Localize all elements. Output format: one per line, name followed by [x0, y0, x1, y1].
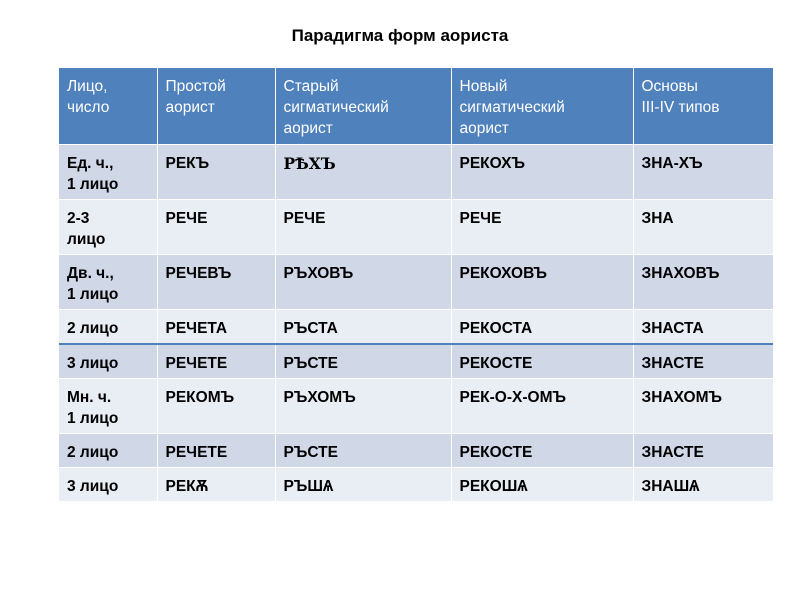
- table-header-row: [59, 68, 773, 145]
- cell-new-sigmatic-aorist: РЕКОХОВЪ: [451, 255, 633, 310]
- cell-new-sigmatic-aorist: РЕКОШѦ: [451, 468, 633, 502]
- table-row: [59, 379, 773, 434]
- cell-person-number: 3 лицо: [59, 344, 157, 379]
- cell-person-number: 2 лицо: [59, 310, 157, 345]
- cell-old-sigmatic-aorist: РЪСТЕ: [275, 434, 451, 468]
- cell-stems-iii-iv: ЗНАСТА: [633, 310, 773, 345]
- cell-old-sigmatic-aorist: РЪШѦ: [275, 468, 451, 502]
- table-row: [59, 344, 773, 379]
- cell-new-sigmatic-aorist: РЕЧЕ: [451, 200, 633, 255]
- cell-simple-aorist: РЕЧЕ: [157, 200, 275, 255]
- cell-person-number: 2 лицо: [59, 434, 157, 468]
- cell-person-number: 3 лицо: [59, 468, 157, 502]
- page-title: Парадигма форм аориста: [291, 26, 509, 45]
- cell-new-sigmatic-aorist: РЕКОСТЕ: [451, 434, 633, 468]
- cell-old-sigmatic-aorist: РЪСТА: [275, 310, 451, 345]
- cell-person-number: 2-3 лицо: [59, 200, 157, 255]
- cell-stems-iii-iv: ЗНАШѦ: [633, 468, 773, 502]
- cell-old-sigmatic-aorist: РЪХОМЪ: [275, 379, 451, 434]
- cell-stems-iii-iv: ЗНАХОМЪ: [633, 379, 773, 434]
- table-row: [59, 200, 773, 255]
- cell-simple-aorist: РЕКОМЪ: [157, 379, 275, 434]
- table-row: [59, 468, 773, 502]
- table-row: [59, 310, 773, 345]
- aorist-paradigm-table: [59, 68, 773, 501]
- cell-stems-iii-iv: ЗНА-ХЪ: [633, 145, 773, 200]
- cell-stems-iii-iv: ЗНА: [633, 200, 773, 255]
- table-row: [59, 255, 773, 310]
- cell-person-number: Дв. ч., 1 лицо: [59, 255, 157, 310]
- header-new-sigmatic-aorist: Новый сигматический аорист: [451, 68, 633, 145]
- header-stems-iii-iv: Основы III-IV типов: [633, 68, 773, 145]
- cell-old-sigmatic-aorist: РЕЧЕ: [275, 200, 451, 255]
- cell-person-number: Ед. ч., 1 лицо: [59, 145, 157, 200]
- cell-old-sigmatic-aorist: РЪСТЕ: [275, 344, 451, 379]
- cell-new-sigmatic-aorist: РЕКОСТЕ: [451, 344, 633, 379]
- cell-simple-aorist: РЕКЪ: [157, 145, 275, 200]
- cell-new-sigmatic-aorist: РЕКОХЪ: [451, 145, 633, 200]
- cell-simple-aorist: РЕКѪ: [157, 468, 275, 502]
- cell-simple-aorist: РЕЧЕТА: [157, 310, 275, 345]
- header-simple-aorist: Простой аорист: [157, 68, 275, 145]
- cell-stems-iii-iv: ЗНАСТЕ: [633, 434, 773, 468]
- cell-simple-aorist: РЕЧЕВЪ: [157, 255, 275, 310]
- cell-old-sigmatic-aorist: РѢХЪ: [275, 145, 451, 200]
- cell-new-sigmatic-aorist: РЕКОСТА: [451, 310, 633, 345]
- cell-new-sigmatic-aorist: РЕК-О-Х-ОМЪ: [451, 379, 633, 434]
- cell-person-number: Мн. ч. 1 лицо: [59, 379, 157, 434]
- cell-stems-iii-iv: ЗНАХОВЪ: [633, 255, 773, 310]
- cell-simple-aorist: РЕЧЕТЕ: [157, 434, 275, 468]
- cell-simple-aorist: РЕЧЕТЕ: [157, 344, 275, 379]
- cell-stems-iii-iv: ЗНАСТЕ: [633, 344, 773, 379]
- cell-old-sigmatic-aorist: РЪХОВЪ: [275, 255, 451, 310]
- header-old-sigmatic-aorist: Старый сигматический аорист: [275, 68, 451, 145]
- table-row: [59, 145, 773, 200]
- header-person-number: Лицо, число: [59, 68, 157, 145]
- table-row: [59, 434, 773, 468]
